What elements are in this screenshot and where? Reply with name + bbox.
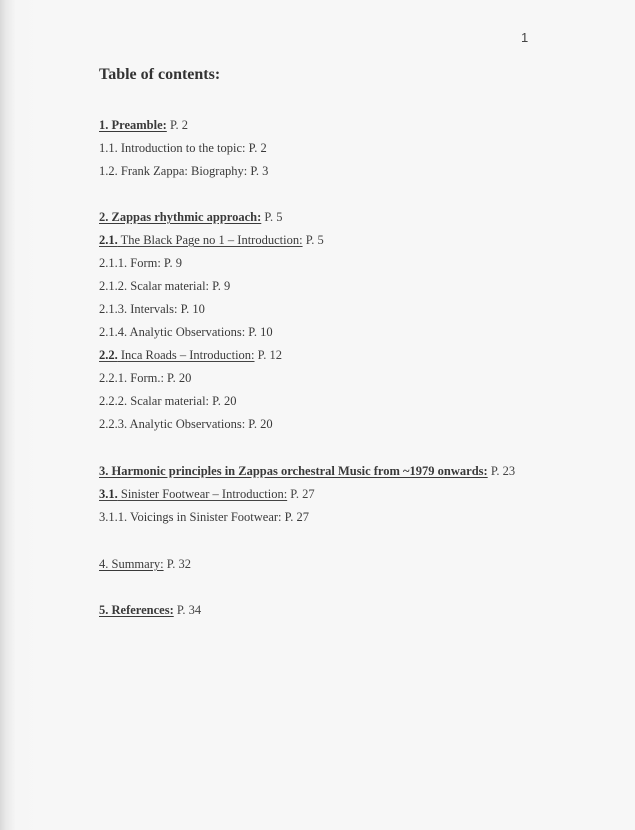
- toc-entry-4: [99, 557, 191, 572]
- toc-entry-label: 2.2.1. Form.: P. 20: [99, 371, 192, 385]
- toc-entry-label: 2.1.1. Form: P. 9: [99, 256, 183, 270]
- toc-entry-page: P. 5: [302, 233, 324, 247]
- toc-entry-number: 2.1.: [99, 233, 118, 247]
- toc-entry-5: [99, 603, 201, 618]
- toc-entry-label: 2.1.3. Intervals: P. 10: [99, 302, 205, 316]
- toc-entry-label: 2.1.2. Scalar material: P. 9: [99, 279, 231, 293]
- toc-entry-2-1-1: [99, 256, 182, 271]
- toc-entry-1-2: [99, 164, 268, 179]
- toc-entry-3-1: [99, 487, 315, 502]
- toc-entry-number: 2.2.: [99, 348, 118, 362]
- toc-entry-2: [99, 210, 283, 225]
- toc-entry-3-1-1: [99, 510, 309, 525]
- toc-entry-2-1-2: [99, 279, 230, 294]
- toc-entry-2-1-4: [99, 325, 273, 340]
- page-number: 1: [521, 30, 529, 45]
- toc-entry-1: [99, 118, 188, 133]
- toc-entry-2-2-1: [99, 371, 191, 386]
- toc-entry-page: P. 32: [163, 557, 192, 571]
- toc-entry-label: 3. Harmonic principles in Zappas orchestral Music from ~1979 onwards:: [99, 464, 488, 478]
- toc-entry-page: P. 5: [261, 210, 283, 224]
- toc-entry-page: P. 23: [487, 464, 516, 478]
- toc-entry-page: P. 27: [287, 487, 315, 501]
- toc-entry-page: P. 2: [166, 118, 189, 132]
- toc-entry-number: 3.1.: [99, 487, 118, 501]
- toc-entry-label: 2.1.4. Analytic Observations: P. 10: [99, 325, 273, 339]
- toc-entry-2-2-3: [99, 417, 273, 432]
- toc-entry-label: The Black Page no 1 – Introduction:: [117, 233, 303, 247]
- toc-entry-label: 2.2.3. Analytic Observations: P. 20: [99, 417, 273, 431]
- toc-entry-label: Sinister Footwear – Introduction:: [117, 487, 288, 501]
- toc-title: Table of contents:: [99, 66, 221, 83]
- toc-entry-label: 1. Preamble:: [99, 118, 167, 132]
- toc-entry-3: [99, 464, 515, 479]
- toc-entry-page: P. 12: [254, 348, 282, 362]
- toc-entry-label: 5. References:: [99, 603, 174, 617]
- toc-entry-label: 2.2.2. Scalar material: P. 20: [99, 394, 237, 408]
- toc-entry-1-1: [99, 141, 267, 156]
- toc-entry-label: 1.1. Introduction to the topic: P. 2: [99, 141, 267, 155]
- toc-entry-label: 1.2. Frank Zappa: Biography: P. 3: [99, 164, 269, 178]
- toc-entry-label: 4. Summary:: [99, 557, 164, 571]
- toc-entry-label: 3.1.1. Voicings in Sinister Footwear: P. 27: [99, 510, 309, 524]
- toc-entry-label: 2. Zappas rhythmic approach:: [99, 210, 262, 224]
- toc-entry-label: Inca Roads – Introduction:: [117, 348, 255, 362]
- toc-entry-2-2-2: [99, 394, 236, 409]
- toc-entry-2-2: [99, 348, 282, 363]
- toc-entry-2-1: [99, 233, 324, 248]
- toc-entry-page: P. 34: [173, 603, 202, 617]
- toc-entry-2-1-3: [99, 302, 205, 317]
